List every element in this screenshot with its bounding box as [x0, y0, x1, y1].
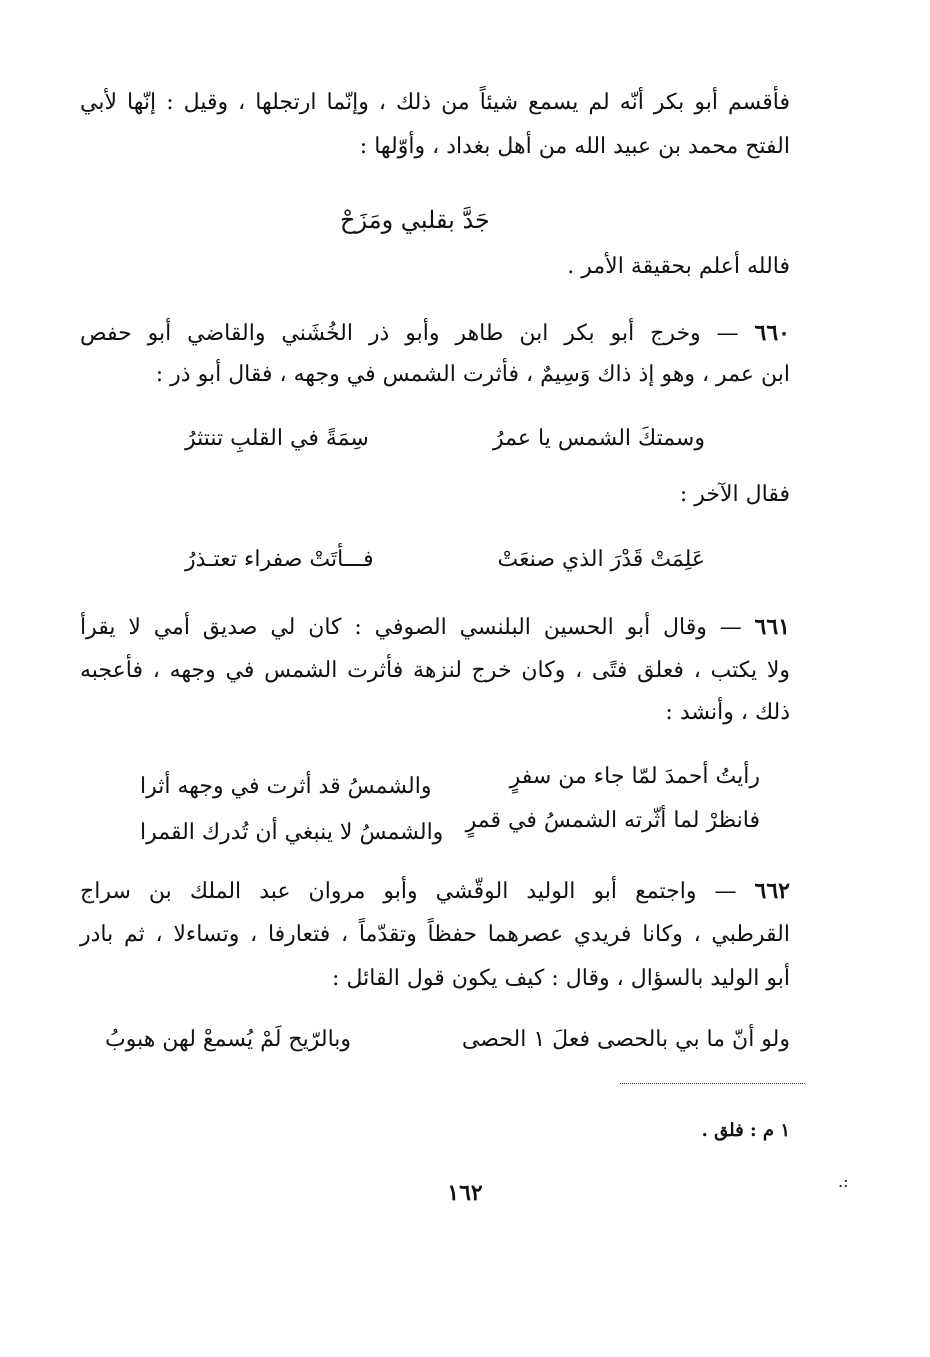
verse-hemistich-left: سِمَةً في القلبِ تنتثرُ [185, 426, 369, 451]
text-line: ابن عمر ، وهو إذ ذاك وَسِيمٌ ، فأثرت الشمس في وجهه ، فقال أبو ذر : [155, 362, 790, 387]
text-line: القرطبي ، وكانا فريدي عصرهما حفظاً وتقدّماً ، فتعارفا ، وتساءلا ، ثم بادر [80, 922, 790, 947]
paragraph-number: ٦٦٢ [754, 878, 790, 904]
page-number: ١٦٢ [447, 1180, 483, 1206]
paragraph-number: ٦٦١ [754, 614, 790, 640]
text-line: ولا يكتب ، فعلق فتًى ، وكان خرج لنزهة فأثرت الشمس في وجهه ، فأعجبه [80, 658, 790, 683]
verse-hemistich-right: وسمتكَ الشمس يا عمرُ [493, 426, 705, 451]
text-line: الفتح محمد بن عبيد الله من أهل بغداد ، وأوّلها : [359, 134, 790, 159]
text-line: فأقسم أبو بكر أنّه لم يسمع شيئاً من ذلك ، وإنّما ارتجلها ، وقيل : إنّها لأبي [80, 90, 790, 115]
text-line: فالله أعلم بحقيقة الأمر . [567, 254, 790, 279]
verse-hemistich-right: رأيتُ أحمدَ لمّا جاء من سفرٍ [509, 764, 760, 789]
verse-hemistich: جَدَّ بقلبي ومَزَحْ [340, 206, 490, 234]
verse-hemistich-left: فـــأتَتْ صفراء تعتـذرُ [185, 547, 374, 572]
paragraph-number: ٦٦٠ [754, 320, 790, 346]
paragraph-line [80, 612, 790, 643]
paragraph-line [80, 876, 790, 907]
paragraph-text: — وخرج أبو بكر ابن طاهر وأبو ذر الخُشَني والقاضي أبو حفص [80, 321, 755, 346]
verse-hemistich-right: ولو أنّ ما بي بالحصى فعلَ ١ الحصى [461, 1027, 790, 1052]
scan-speck: .: [838, 1172, 849, 1191]
text-line: فقال الآخر : [679, 482, 790, 507]
footnote: ١ م : فلق . [701, 1120, 790, 1141]
paragraph-line [80, 318, 790, 349]
footnote-separator [620, 1083, 805, 1084]
paragraph-text: — وقال أبو الحسين البلنسي الصوفي : كان لي صديق أمي لا يقرأ [80, 615, 755, 640]
verse-hemistich-right: عَلِمَتْ قَدْرَ الذي صنعَتْ [497, 547, 705, 572]
text-line: أبو الوليد بالسؤال ، وقال : كيف يكون قول القائل : [332, 966, 790, 991]
verse-hemistich-left: والشمسُ لا ينبغي أن تُدرك القمرا [140, 820, 444, 845]
paragraph-text: — واجتمع أبو الوليد الوقّشي وأبو مروان عبد الملك بن سراج [80, 879, 755, 904]
verse-hemistich-right: فانظرْ لما أثّرته الشمسُ في قمرٍ [465, 808, 760, 833]
verse-hemistich-left: والشمسُ قد أثرت في وجهه أثرا [140, 774, 432, 799]
text-line: ذلك ، وأنشد : [665, 700, 790, 725]
verse-hemistich-left: وبالرّيح لَمْ يُسمعْ لهن هبوبُ [105, 1027, 352, 1052]
